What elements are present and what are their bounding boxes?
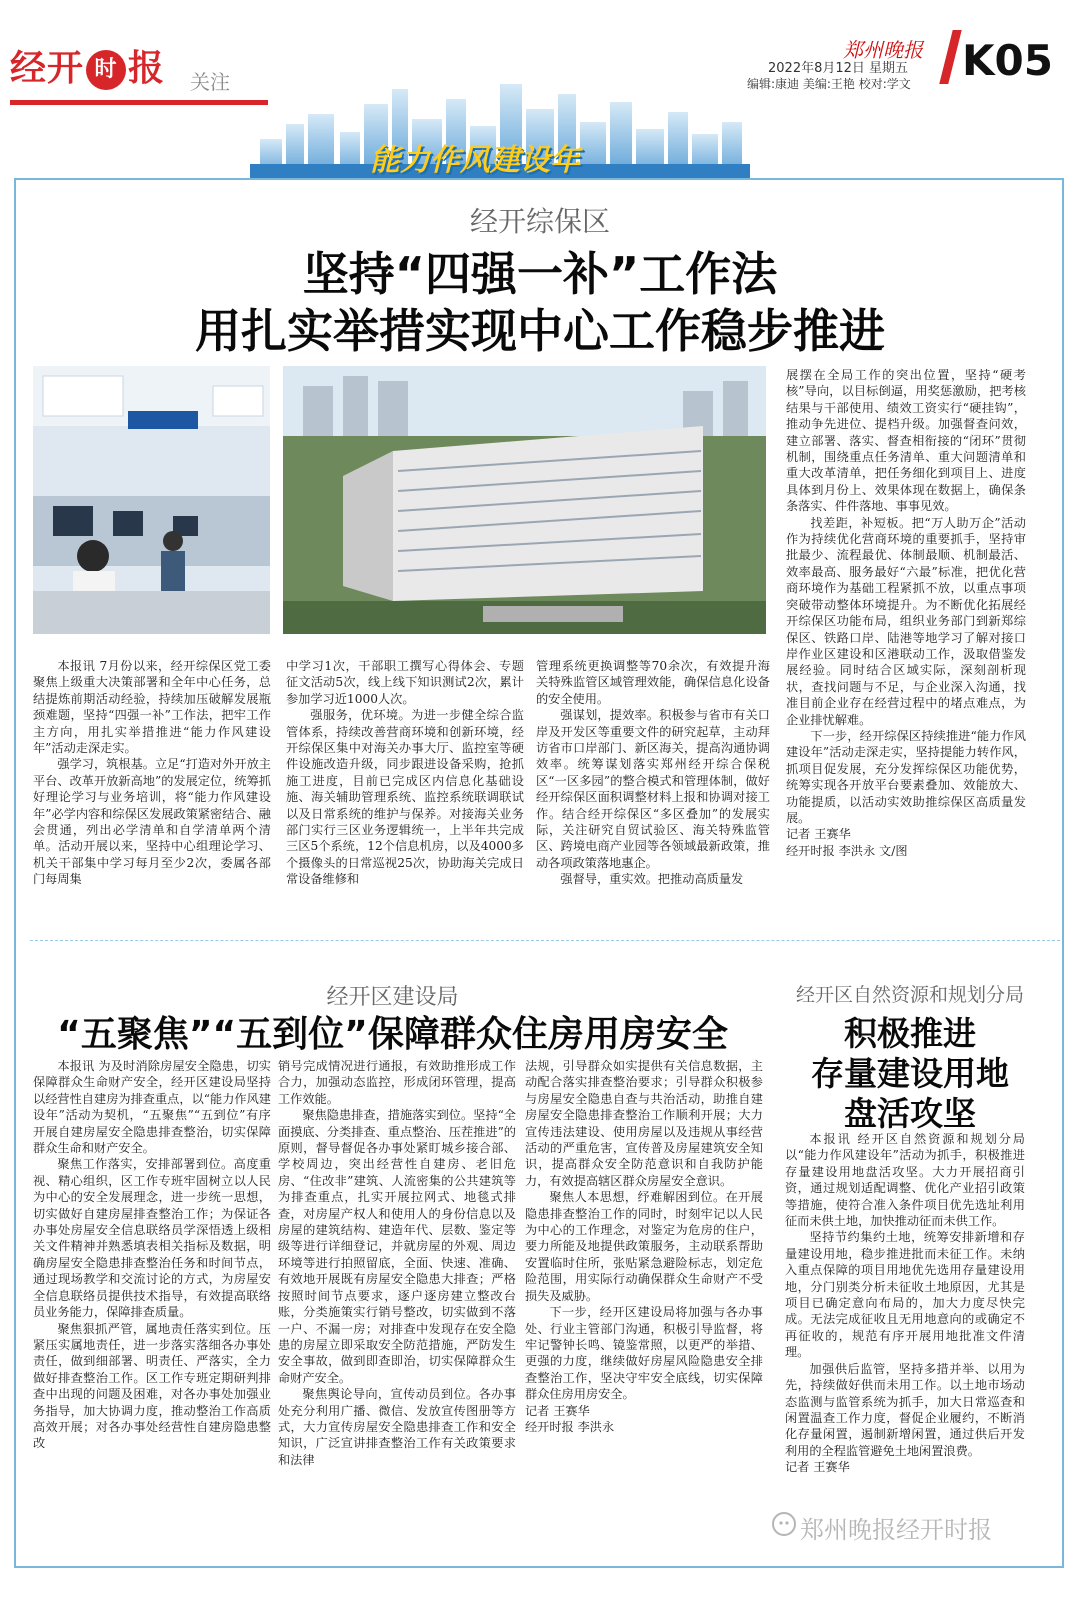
article1-kicker: 经开综保区 [469, 205, 610, 238]
brand-ring: 时 [86, 50, 126, 90]
brand-text-right: 报 [128, 48, 166, 89]
editor-credits: 编辑:康迪 美编:王艳 校对:学文 [747, 77, 911, 91]
paragraph: 本报讯 7月份以来，经开综保区党工委聚焦上级重大决策部署和全年中心任务，总结提炼前期活动经验，持续加压破解发展瓶颈难题，坚持“四强一补”工作法，把牢工作主方向，用扎实举措推进“能力作风建设年”活动走深走实。 [33, 659, 271, 756]
paragraph: 找差距，补短板。把“万人助万企”活动作为持续优化营商环境的重要抓手，坚持审批最少、流程最优、体制最顺、机制最活、效率最高、服务最好“六最”标准，把优化营商环境作为基础工程紧抓不放，以重点事项突破带动整体环境提升。为不断优化拓展经开综保区功能布局，组织业务部门到新郑综保区、铁路口岸、陆港等地学习了解对接口岸作业区建设和区港联动工作，汲取借鉴发展经验。同时结合区域实际，深刻剖析现状，查找问题与不足，与企业深入沟通，找准目前企业存在经营过程中的堵点难点，为企业排忧解难。 [786, 515, 1026, 727]
paragraph: 本报讯 为及时消除房屋安全隐患，切实保障群众生命财产安全，经开区建设局坚持以经营性自建房为排查重点，以“能力作风建设年”活动为契机，“五聚焦”“五到位”有序开展自建房屋安全隐患排查整治，切实保障群众生命和财产安全。 [33, 1059, 271, 1156]
section-label: 关注 [190, 70, 230, 94]
paragraph: 强谋划，提效率。积极参与省市有关口岸及开发区等重要文件的研究起草，主动拜访省市口岸部门、新区海关，提高沟通协调效率。统筹谋划落实郑州经开综合保税区“一区多园”的整合模式和管理体制，做好经开综保区面积调整材料上报和协调对接工作。结合经开综保区“多区叠加”的发展实际，关注研究自贸试验区、海关特殊监管区、跨境电商产业园等各领域最新政策，推动各项政策落地惠企。 [536, 708, 770, 870]
article3-headline-line3: 盘活攻坚 [844, 1094, 976, 1133]
paragraph: 加强供后监管，坚持多措并举、以用为先，持续做好供而未用工作。以土地市场动态监测与监管系统为抓手，加大日常巡查和闲置温查工作力度，督促企业履约，不断消化存量闲置，遏制新增闲置，通过供后开发利用的全程监管避免土地闲置浪费。 [785, 1361, 1025, 1458]
brand-text-left: 经开 [10, 48, 85, 89]
issue-date: 2022年8月12日 星期五 [768, 61, 909, 76]
paragraph: 强学习，筑根基。立足“打造对外开放主平台、改革开放新高地”的发展定位，统筹抓好理论学习与业务培训，将“能力作风建设年”必学内容和综保区发展政策紧密结合、融会贯通，列出必学清单和自学清单两个清单。活动开展以来，坚持中心组理论学习、机关干部集中学习每月至少2次，委属各部门每周集 [33, 757, 271, 887]
byline-credit: 经开时报 李洪永 [525, 1419, 615, 1434]
paper-name: 郑州晚报 [843, 38, 923, 62]
section-divider [30, 940, 1060, 941]
article3-headline-line1: 积极推进 [844, 1014, 976, 1053]
paragraph: 中学习1次，干部职工撰写心得体会、专题征文活动5次，线上线下知识测试2次，累计参加学习近1000人次。 [286, 659, 524, 706]
paragraph: 聚焦狠抓严管，属地责任落实到位。压紧压实属地责任，进一步落实落细各办事处责任，做到细部署、明责任、严落实，全力做好排查整治工作。区工作专班定期研判排查中出现的问题及困难，对各办事处加强业务指导，加大协调力度，推动整治工作高质高效开展；对各办事处经营性自建房隐患整改 [33, 1321, 271, 1451]
byline-credit: 经开时报 李洪永 文/图 [786, 843, 908, 858]
paragraph: 销号完成情况进行通报，有效助推形成工作合力，加强动态监控，形成闭环管理，提高工作效能。 [278, 1059, 516, 1106]
byline-reporter: 记者 王赛华 [525, 1403, 590, 1418]
article1-headline-line2: 用扎实举措实现中心工作稳步推进 [195, 304, 885, 358]
paragraph: 聚焦隐患排查，措施落实到位。坚持“全面摸底、分类排查、重点整治、压茬推进”的原则，督导督促各办事处紧盯城乡接合部、学校周边，突出经营性自建房、老旧危房、“住改非”建筑、人流密集的公共建筑等为排查重点，扎实开展拉网式、地毯式排查，对房屋产权人和使用人的身份信息以及房屋的建筑结构、建造年代、层数、鉴定等级等进行详细登记，并就房屋的外观、周边环境等进行拍照留底，全面、快速、准确、有效地开展既有房屋安全隐患大排查；严格按照时间节点要求，逐户逐房建立整改台账，分类施策实行销号整改，切实做到不落一户、不漏一房；对排查中发现存在安全隐患的房屋立即采取安全防范措施，严防发生安全事故，做到即查即治，切实保障群众生命财产安全。 [278, 1108, 516, 1385]
paragraph: 管理系统更换调整等70余次，有效提升海关特殊监管区域管理效能，确保信息化设备的安全使用。 [536, 659, 770, 706]
brand-logo [10, 40, 165, 91]
article3-column-1 [785, 1131, 1025, 1476]
paragraph: 聚焦舆论导向，宣传动员到位。各办事处充分利用广播、微信、发放宣传图册等方式，大力宣传房屋安全隐患排查工作和安全知识，广泛宣讲排查整治工作有关政策要求和法律 [278, 1387, 516, 1467]
paragraph: 强督导，重实效。把推动高质量发 [560, 872, 744, 887]
masthead-rule [10, 100, 268, 105]
article1-column-1 [33, 658, 271, 888]
paragraph: 下一步，经开综保区持续推进“能力作风建设年”活动走深走实，坚持提能力转作风，抓项目促发展，充分发挥综保区功能优势，统筹实现各开放平台要素叠加、效能放大、功能提质，以活动实效助推综保区高质量发展。 [786, 728, 1026, 825]
page-number: K05 [962, 36, 1053, 85]
article1-column-2 [286, 658, 524, 888]
article2-column-2 [278, 1058, 516, 1468]
paragraph: 展摆在全局工作的突出位置，坚持“硬考核”导向，以目标倒逼，用奖惩激励，把考核结果与干部使用、绩效工资实行“硬挂钩”，推动争先进位、提档升级。加强督查问效，建立部署、落实、督查相衔接的“闭环”贯彻机制，围绕重点任务清单、重大问题清单和重大改革清单，把任务细化到项目上、进度具体到月份上、效果体现在数据上，确保条条落实、件件落地、事事见效。 [786, 368, 1026, 514]
article3-kicker: 经开区自然资源和规划分局 [795, 984, 1024, 1006]
byline-reporter: 记者 王赛华 [786, 827, 851, 842]
campaign-banner-title: 能力作风建设年 [370, 143, 580, 178]
article3-headline-line2: 存量建设用地 [811, 1054, 1009, 1093]
source-watermark: 郑州晚报经开时报 [800, 1516, 992, 1544]
article2-column-1 [33, 1058, 271, 1452]
service-hall-photo [33, 366, 270, 634]
paragraph: 法规，引导群众如实提供有关信息数据，主动配合落实排查整治要求；引导群众积极参与房屋安全隐患自查与共治活动，助推自建房屋安全隐患排查整治工作顺利开展；大力宣传违法建设、使用房屋以及违规从事经营活动的严重危害，宣传普及房屋建筑安全知识，提高群众安全防范意识和自我防护能力，有效提高辖区群众房屋安全意识。 [525, 1059, 763, 1188]
paragraph: 坚持节约集约土地，统筹安排新增和存量建设用地，稳步推进批而未征工作。未纳入重点保障的项目用地优先选用存量建设用地，分门别类分析未征收土地原因，尤其是项目已确定意向布局的，加大力度尽快完成。无法完成征收且无用地意向的或确定不再征收的，规范有序开展用地批准文件清理。 [785, 1230, 1025, 1360]
paragraph: 聚焦工作落实，安排部署到位。高度重视、精心组织，区工作专班牢固树立以人民为中心的安全发展理念，进一步统一思想，切实做好自建房屋排查整治工作；为保证各办事处房屋安全信息联络员学深悟透上级相关文件精神并熟悉填表相关指标及数据，明确房屋安全隐患排查整治任务和时间节点，通过现场教学和交流讨论的方式，为房屋安全信息联络员提供技术指导，有效提高联络员业务能力，保障排查质量。 [33, 1157, 271, 1320]
article1-headline-line1: 坚持“四强一补”工作法 [302, 247, 778, 301]
article1-column-3 [536, 658, 770, 888]
slash-mark [939, 30, 961, 84]
article2-kicker: 经开区建设局 [326, 985, 459, 1010]
byline-reporter: 记者 王赛华 [785, 1460, 850, 1475]
paragraph: 下一步，经开区建设局将加强与各办事处、行业主管部门沟通，积极引导监督，将牢记警钟长鸣、镜鉴常照，以更严的举措、更强的力度，继续做好房屋风险隐患安全排查整治工作，坚决守牢安全底线，切实保障群众住房用房安全。 [525, 1305, 763, 1402]
article1-column-4 [786, 367, 1026, 859]
bonded-zone-building-photo [283, 366, 766, 634]
paragraph: 聚焦人本思想，纾难解困到位。在开展隐患排查整治工作的同时，时刻牢记以人民为中心的工作理念，对鉴定为危房的住户，要力所能及地提供政策服务，主动联系帮助安置临时住所，张贴紧急避险标志，划定危险范围，用实际行动确保群众生命财产不受损失及威胁。 [525, 1190, 763, 1303]
paragraph: 强服务，优环境。为进一步健全综合监管体系，持续改善营商环境和创新环境，经开综保区集中对海关办事大厅、监控室等硬件设施改造升级，同步跟进设备采购，抢抓施工进度，目前已完成区内信息化基础设施、海关辅助管理系统、监控系统联调联试以及日常系统的维护与保养。对接海关业务部门实行三区业务逻辑统一，上半年共完成三区5个系统，12个信息机房，以及4000多个摄像头的日常巡视25次，协助海关完成日常设备维修和 [286, 708, 524, 887]
article2-headline: “五聚焦”“五到位”保障群众住房用房安全 [57, 1014, 728, 1055]
wechat-icon [772, 1512, 796, 1536]
paragraph: 本报讯 经开区自然资源和规划分局以“能力作风建设年”活动为抓手，积极推进存量建设用地盘活攻坚。大力开展招商引资，通过规划适配调整、优化产业招引政策等措施，使符合准入条件项目优先选址利用征而未供土地，加快推动征而未供工作。 [785, 1132, 1025, 1229]
article2-column-3 [525, 1058, 763, 1435]
